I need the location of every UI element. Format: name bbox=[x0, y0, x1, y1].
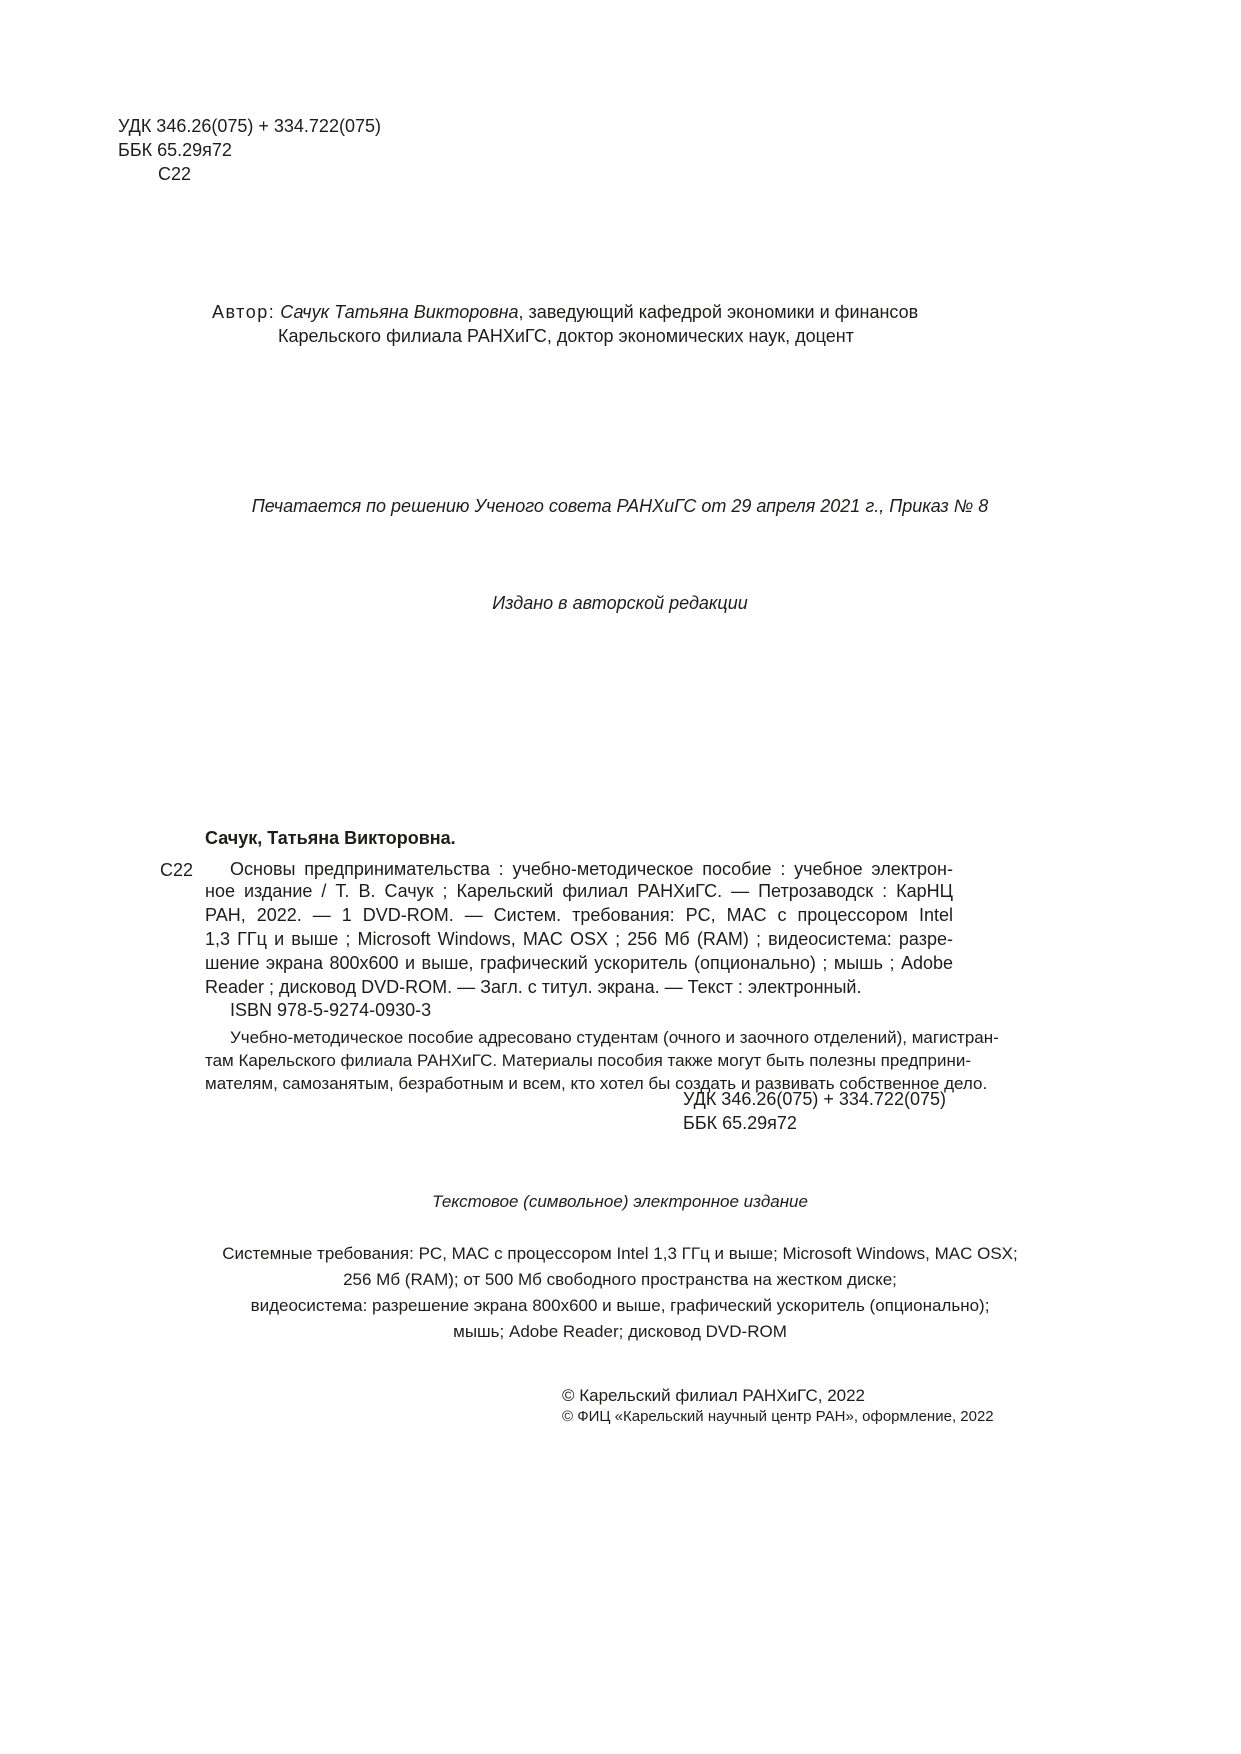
author-sign: С22 bbox=[158, 164, 192, 184]
annotation-line: Учебно-методическое пособие адресовано студентам (очного и заочного отделений), магистран- bbox=[230, 1028, 999, 1047]
catalog-sign: С22 bbox=[160, 860, 194, 880]
annotation-line: мателям, самозанятым, безработным и всем, кто хотел бы создать и развивать собственное дело. bbox=[205, 1074, 988, 1093]
description-line: ное издание / Т. В. Сачук ; Карельский филиал РАНХиГС. — Петрозаводск : КарНЦ bbox=[205, 881, 953, 901]
top-codes bbox=[118, 114, 381, 186]
catalog-udk: УДК 346.26(075) + 334.722(075) bbox=[683, 1089, 946, 1109]
catalog-codes bbox=[683, 1087, 946, 1135]
copyright-line-2: © ФИЦ «Карельский научный центр РАН», оформление, 2022 bbox=[562, 1408, 994, 1425]
description-line: Reader ; дисковод DVD-ROM. — Загл. с титул. экрана. — Текст : электронный. bbox=[205, 977, 862, 997]
description-line: РАН, 2022. — 1 DVD-ROM. — Систем. требования: PC, MAC с процессором Intel bbox=[205, 905, 953, 925]
copyright-block bbox=[562, 1384, 994, 1427]
author-position-2: Карельского филиала РАНХиГС, доктор экономических наук, доцент bbox=[278, 326, 854, 346]
isbn: ISBN 978-5-9274-0930-3 bbox=[230, 1000, 432, 1020]
author-position-1: , заведующий кафедрой экономики и финансов bbox=[518, 302, 919, 322]
requirements-line: видеосистема: разрешение экрана 800х600 и выше, графический ускоритель (опционально); bbox=[250, 1296, 990, 1315]
catalog-heading: Сачук, Татьяна Викторовна. bbox=[205, 828, 456, 848]
copyright-line-1: © Карельский филиал РАНХиГС, 2022 bbox=[562, 1386, 866, 1405]
bbk-code: ББК 65.29я72 bbox=[118, 140, 232, 160]
requirements-line: 256 Мб (RAM); от 500 Мб свободного пространства на жестком диске; bbox=[343, 1270, 897, 1289]
catalog-description-continued bbox=[205, 879, 953, 999]
annotation-line: там Карельского филиала РАНХиГС. Материалы пособия также могут быть полезны предприни- bbox=[205, 1051, 971, 1070]
author-label: Автор: bbox=[212, 302, 276, 322]
annotation bbox=[205, 1026, 999, 1095]
author-name: Сачук Татьяна Викторовна bbox=[280, 302, 519, 322]
description-line: Основы предпринимательства : учебно-методическое пособие : учебное электрон- bbox=[230, 859, 953, 879]
requirements-line: мышь; Adobe Reader; дисковод DVD-ROM bbox=[453, 1322, 787, 1341]
udk-code: УДК 346.26(075) + 334.722(075) bbox=[118, 116, 381, 136]
author-edition-note: Издано в авторской редакции bbox=[492, 593, 748, 613]
description-line: шение экрана 800х600 и выше, графический ускоритель (опционально) ; мышь ; Adobe bbox=[205, 953, 953, 973]
requirements-line: Системные требования: PC, MAC с процессором Intel 1,3 ГГц и выше; Microsoft Windows, MAC OSX; bbox=[222, 1244, 1018, 1263]
catalog-bbk: ББК 65.29я72 bbox=[683, 1113, 797, 1133]
publication-decision: Печатается по решению Ученого совета РАНХиГС от 29 апреля 2021 г., Приказ № 8 bbox=[251, 496, 989, 516]
system-requirements bbox=[120, 1241, 1120, 1345]
edition-type: Текстовое (символьное) электронное издание bbox=[432, 1192, 808, 1211]
description-line: 1,3 ГГц и выше ; Microsoft Windows, MAC OSX ; 256 Мб (RAM) ; видеосистема: разре- bbox=[205, 929, 953, 949]
catalog-description bbox=[230, 857, 953, 881]
author-block bbox=[212, 300, 972, 348]
